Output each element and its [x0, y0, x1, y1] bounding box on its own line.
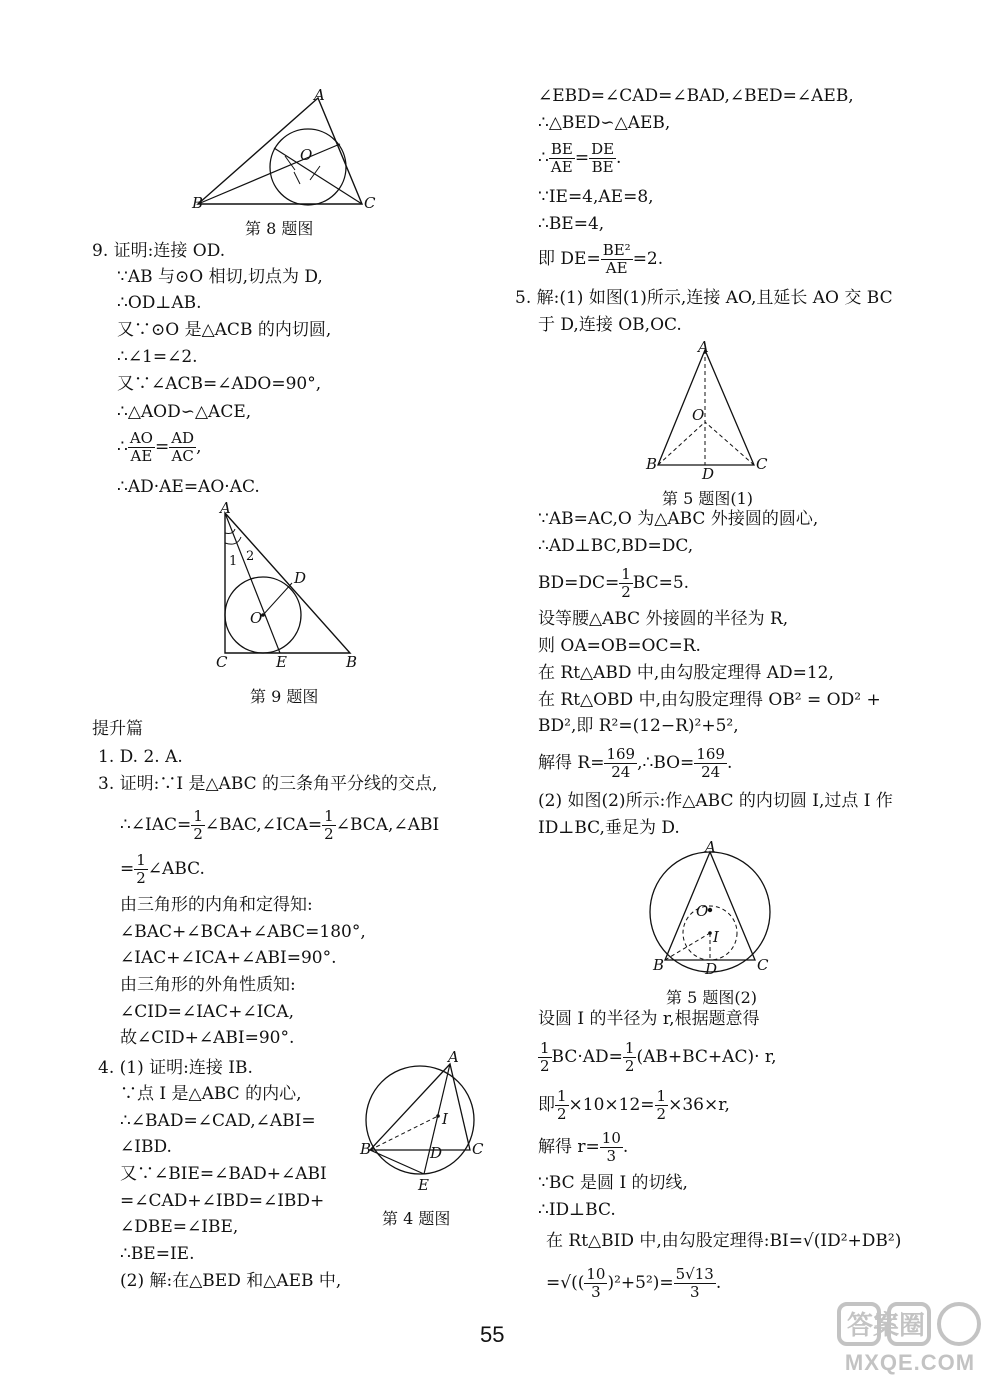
answers-1-2: 1. D. 2. A. — [98, 747, 183, 767]
fig9-label-d: D — [294, 569, 307, 587]
r-line-4: ∵IE=4,AE=8, — [538, 187, 654, 207]
fig4-label-b: B — [360, 1140, 372, 1158]
fig8-label-o: O — [300, 146, 313, 164]
fig8-label-b: B — [192, 194, 204, 212]
q5-a-1: ∵AB=AC,O 为△ABC 外接圆的圆心, — [538, 509, 819, 529]
q4-line-2: ∵点 I 是△ABC 的内心, — [120, 1084, 302, 1104]
q5-bd: BD=DC= $\frac{1}{2}$ BC=5. — [538, 565, 690, 601]
fig5b-label-d: D — [705, 960, 718, 978]
r-line-5: ∴BE=4, — [538, 214, 605, 234]
fig8-caption: 第 8 题图 — [245, 219, 314, 238]
q5-a-2: ∴AD⊥BC,BD=DC, — [538, 536, 694, 556]
fig8-label-c: C — [364, 194, 376, 212]
q5-solve: 解得 R= $\frac{169}{24}$ ,∴BO= $\frac{169}{24}$ . — [538, 745, 733, 781]
q9-line-7: ∴△AOD∽△ACE, — [117, 402, 252, 422]
section-title: 提升篇 — [92, 719, 143, 739]
q5-b-4: 在 Rt△OBD 中,由勾股定理得 OB² = OD² + — [538, 690, 881, 710]
fig5a-label-o: O — [692, 406, 705, 424]
q4-line-1: 4. (1) 证明:连接 IB. — [98, 1058, 253, 1078]
q5-eq-1: $\frac{1}{2}$ BC·AD= $\frac{1}{2}$ (AB+BC+AC)· r, — [540, 1039, 777, 1075]
q3-line-2: ∴∠IAC= $\frac{1}{2}$ ∠BAC,∠ICA= $\frac{1}{2}$ ∠BCA,∠ABI — [120, 807, 440, 843]
q4-line-4: ∠IBD. — [120, 1137, 172, 1157]
q5-eq-3: 解得 r= $\frac{10}{3}$ . — [538, 1129, 629, 1165]
q5-c-1: ∵BC 是圆 I 的切线, — [538, 1173, 688, 1193]
q9-ratio: ∴ $\frac{AO}{AE}$ = $\frac{AD}{AC}$ , — [117, 429, 202, 465]
page-number: 55 — [480, 1322, 505, 1347]
q3-rest-6: 故∠CID+∠ABI=90°. — [120, 1028, 295, 1048]
fig4-label-i: I — [442, 1110, 448, 1128]
fig5b-label-b: B — [653, 956, 665, 974]
fig5b-label-i: I — [713, 928, 719, 946]
fig9-label-1: 1 — [229, 554, 238, 569]
q5-b-3: 在 Rt△ABD 中,由勾股定理得 AD=12, — [538, 663, 834, 683]
r-ratio: ∴ $\frac{BE}{AE}$ = $\frac{DE}{BE}$ . — [538, 140, 622, 176]
q4-line-7: ∠DBE=∠IBE, — [120, 1217, 239, 1237]
q9-line-6: 又∵∠ACB=∠ADO=90°, — [117, 374, 322, 394]
q5-line-1: 5. 解:(1) 如图(1)所示,连接 AO,且延长 AO 交 BC — [515, 288, 893, 308]
q3-line-3: = $\frac{1}{2}$ ∠ABC. — [120, 851, 205, 887]
q9-line-5: ∴∠1=∠2. — [117, 347, 198, 367]
q4-line-8: ∴BE=IE. — [120, 1244, 195, 1264]
fig5a-label-c: C — [756, 455, 768, 473]
q5-last-1: 在 Rt△BID 中,由勾股定理得:BI=√(ID²+DB²) — [546, 1231, 902, 1251]
q5-r: 设圆 I 的半径为 r,根据题意得 — [538, 1009, 760, 1029]
fig9-label-o: O — [250, 609, 263, 627]
fig5b-label-c: C — [757, 956, 769, 974]
q5-line-2: 于 D,连接 OB,OC. — [538, 315, 682, 335]
fig9-label-b: B — [346, 653, 358, 671]
q9-line-2: ∵AB 与⊙O 相切,切点为 D, — [117, 267, 323, 287]
q5-c-2: ∴ID⊥BC. — [538, 1200, 616, 1220]
figure-5-2 — [645, 840, 775, 980]
fig5a-label-d: D — [702, 465, 715, 483]
figure-4 — [358, 1048, 488, 1194]
q9-line-4: 又∵⊙O 是△ACB 的内切圆, — [117, 320, 332, 340]
fig8-label-a: A — [314, 86, 325, 104]
fig5b-label-o: O — [696, 902, 709, 920]
figure-5-1 — [640, 338, 770, 483]
fig4-caption: 第 4 题图 — [382, 1209, 451, 1228]
watermark-logo-icon — [835, 1300, 985, 1352]
r-line-6: 即 DE= $\frac{\text{BE²}}{AE}$ =2. — [538, 241, 664, 277]
q5-b-2: 则 OA=OB=OC=R. — [538, 636, 701, 656]
svg-text:答案圈: 答案圈 — [847, 1311, 926, 1341]
fig5a-caption: 第 5 题图(1) — [662, 489, 754, 508]
q3-line-1: 3. 证明:∵I 是△ABC 的三条角平分线的交点, — [98, 774, 438, 794]
fig4-label-c: C — [472, 1140, 484, 1158]
q3-rest-2: ∠BAC+∠BCA+∠ABC=180°, — [120, 922, 366, 942]
q4-line-5: 又∵∠BIE=∠BAD+∠ABI — [120, 1164, 327, 1184]
q5-2-line-1: (2) 如图(2)所示:作△ABC 的内切圆 I,过点 I 作 — [538, 791, 893, 811]
q3-rest-5: ∠CID=∠IAC+∠ICA, — [120, 1002, 294, 1022]
fig9-label-2: 2 — [246, 549, 255, 564]
r-line-1: ∠EBD=∠CAD=∠BAD,∠BED=∠AEB, — [538, 86, 854, 106]
q3-rest-4: 由三角形的外角性质知: — [120, 975, 296, 995]
q4-line-9: (2) 解:在△BED 和△AEB 中, — [120, 1271, 342, 1291]
fig9-label-e: E — [276, 653, 287, 671]
q5-2-line-2: ID⊥BC,垂足为 D. — [538, 818, 680, 838]
fig9-label-c: C — [216, 653, 228, 671]
fig9-caption: 第 9 题图 — [250, 687, 319, 706]
q3-rest-3: ∠IAC+∠ICA+∠ABI=90°. — [120, 948, 337, 968]
fig9-label-a: A — [220, 499, 231, 517]
fig5a-label-b: B — [646, 455, 658, 473]
q9-line-1: 9. 证明:连接 OD. — [92, 241, 226, 261]
q4-line-6: =∠CAD+∠IBD=∠IBD+ — [120, 1191, 325, 1211]
watermark — [835, 1300, 985, 1380]
q4-line-3: ∴∠BAD=∠CAD,∠ABI= — [120, 1111, 316, 1131]
fig4-label-e: E — [418, 1176, 429, 1194]
fig4-label-a: A — [448, 1048, 459, 1066]
q5-b-1: 设等腰△ABC 外接圆的半径为 R, — [538, 609, 789, 629]
fig4-label-d: D — [430, 1144, 443, 1162]
fig5a-label-a: A — [698, 338, 709, 356]
q5-last-2: =√(( $\frac{10}{3}$ )²+5²)= $\frac{5√13}{3}$ . — [546, 1265, 722, 1301]
figure-9 — [210, 499, 370, 673]
q5-eq-2: 即 $\frac{1}{2}$ ×10×12= $\frac{1}{2}$ ×36×r, — [538, 1087, 730, 1123]
r-line-2: ∴△BED∽△AEB, — [538, 113, 671, 133]
fig5b-caption: 第 5 题图(2) — [666, 988, 758, 1007]
watermark-text: MXQE.COM — [844, 1350, 976, 1375]
q9-line-8: ∴AD·AE=AO·AC. — [117, 477, 260, 497]
fig5b-label-a: A — [705, 838, 716, 856]
q9-line-3: ∴OD⊥AB. — [117, 293, 202, 313]
q5-b-5: BD²,即 R²=(12−R)²+5², — [538, 716, 739, 736]
q3-rest-1: 由三角形的内角和定得知: — [120, 895, 313, 915]
figure-8 — [190, 86, 380, 212]
